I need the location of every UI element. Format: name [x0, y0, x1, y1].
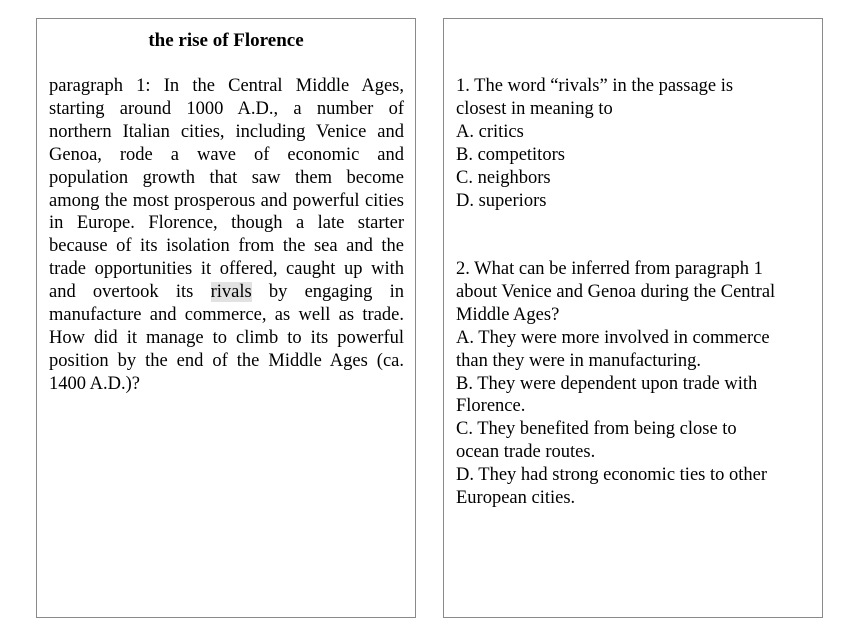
passage-text	[49, 75, 404, 396]
question-1-option-d[interactable]: D. superiors	[456, 190, 547, 211]
highlighted-word[interactable]: rivals	[210, 282, 252, 303]
passage-panel	[36, 18, 416, 618]
question-2-option-b[interactable]	[456, 373, 818, 419]
option-line: C. They benefited from being close to	[456, 419, 737, 440]
passage-title: the rise of Florence	[148, 30, 304, 51]
question-1-option-c[interactable]: C. neighbors	[456, 167, 551, 188]
question-1-prompt-line: 1. The word “rivals” in the passage is	[456, 76, 734, 96]
option-line: Florence.	[456, 396, 526, 417]
question-1	[456, 75, 818, 212]
question-2-option-c[interactable]	[456, 418, 818, 464]
option-line: European cities.	[456, 488, 576, 509]
questions-panel	[443, 18, 823, 618]
option-line: than they were in manufacturing.	[456, 350, 702, 371]
question-2-prompt-line: 2. What can be inferred from paragraph 1	[456, 259, 763, 279]
passage-text-before: paragraph 1: In the Central Middle Ages, starting around 1000 A.D., a number of northern Italian cities, including Venice and Genoa, rode a wave of economic and population growth that saw them become among the most prosperous and powerful cities in Europe. Florence, though a late starter because of its isolation from the sea and the trade opportunities it offered, caught up with and overtook its	[49, 76, 404, 303]
question-2-prompt-line: about Venice and Genoa during the Central	[456, 281, 776, 302]
option-line: A. They were more involved in commerce	[456, 327, 770, 348]
passage-text-after: by engaging in manufacture and commerce, as well as trade. How did it manage to climb to its powerful position by the end of the Middle Ages (ca. 1400 A.D.)?	[49, 282, 405, 394]
question-2	[456, 258, 818, 510]
question-2-option-d[interactable]	[456, 464, 818, 510]
question-2-option-a[interactable]	[456, 327, 818, 373]
option-line: B. They were dependent upon trade with	[456, 373, 758, 394]
question-1-prompt-line: closest in meaning to	[456, 98, 613, 119]
option-line: D. They had strong economic ties to other	[456, 465, 768, 486]
option-line: ocean trade routes.	[456, 442, 596, 463]
question-1-option-a[interactable]: A. critics	[456, 121, 524, 142]
question-1-option-b[interactable]: B. competitors	[456, 144, 565, 165]
question-2-prompt-line: Middle Ages?	[456, 304, 560, 325]
